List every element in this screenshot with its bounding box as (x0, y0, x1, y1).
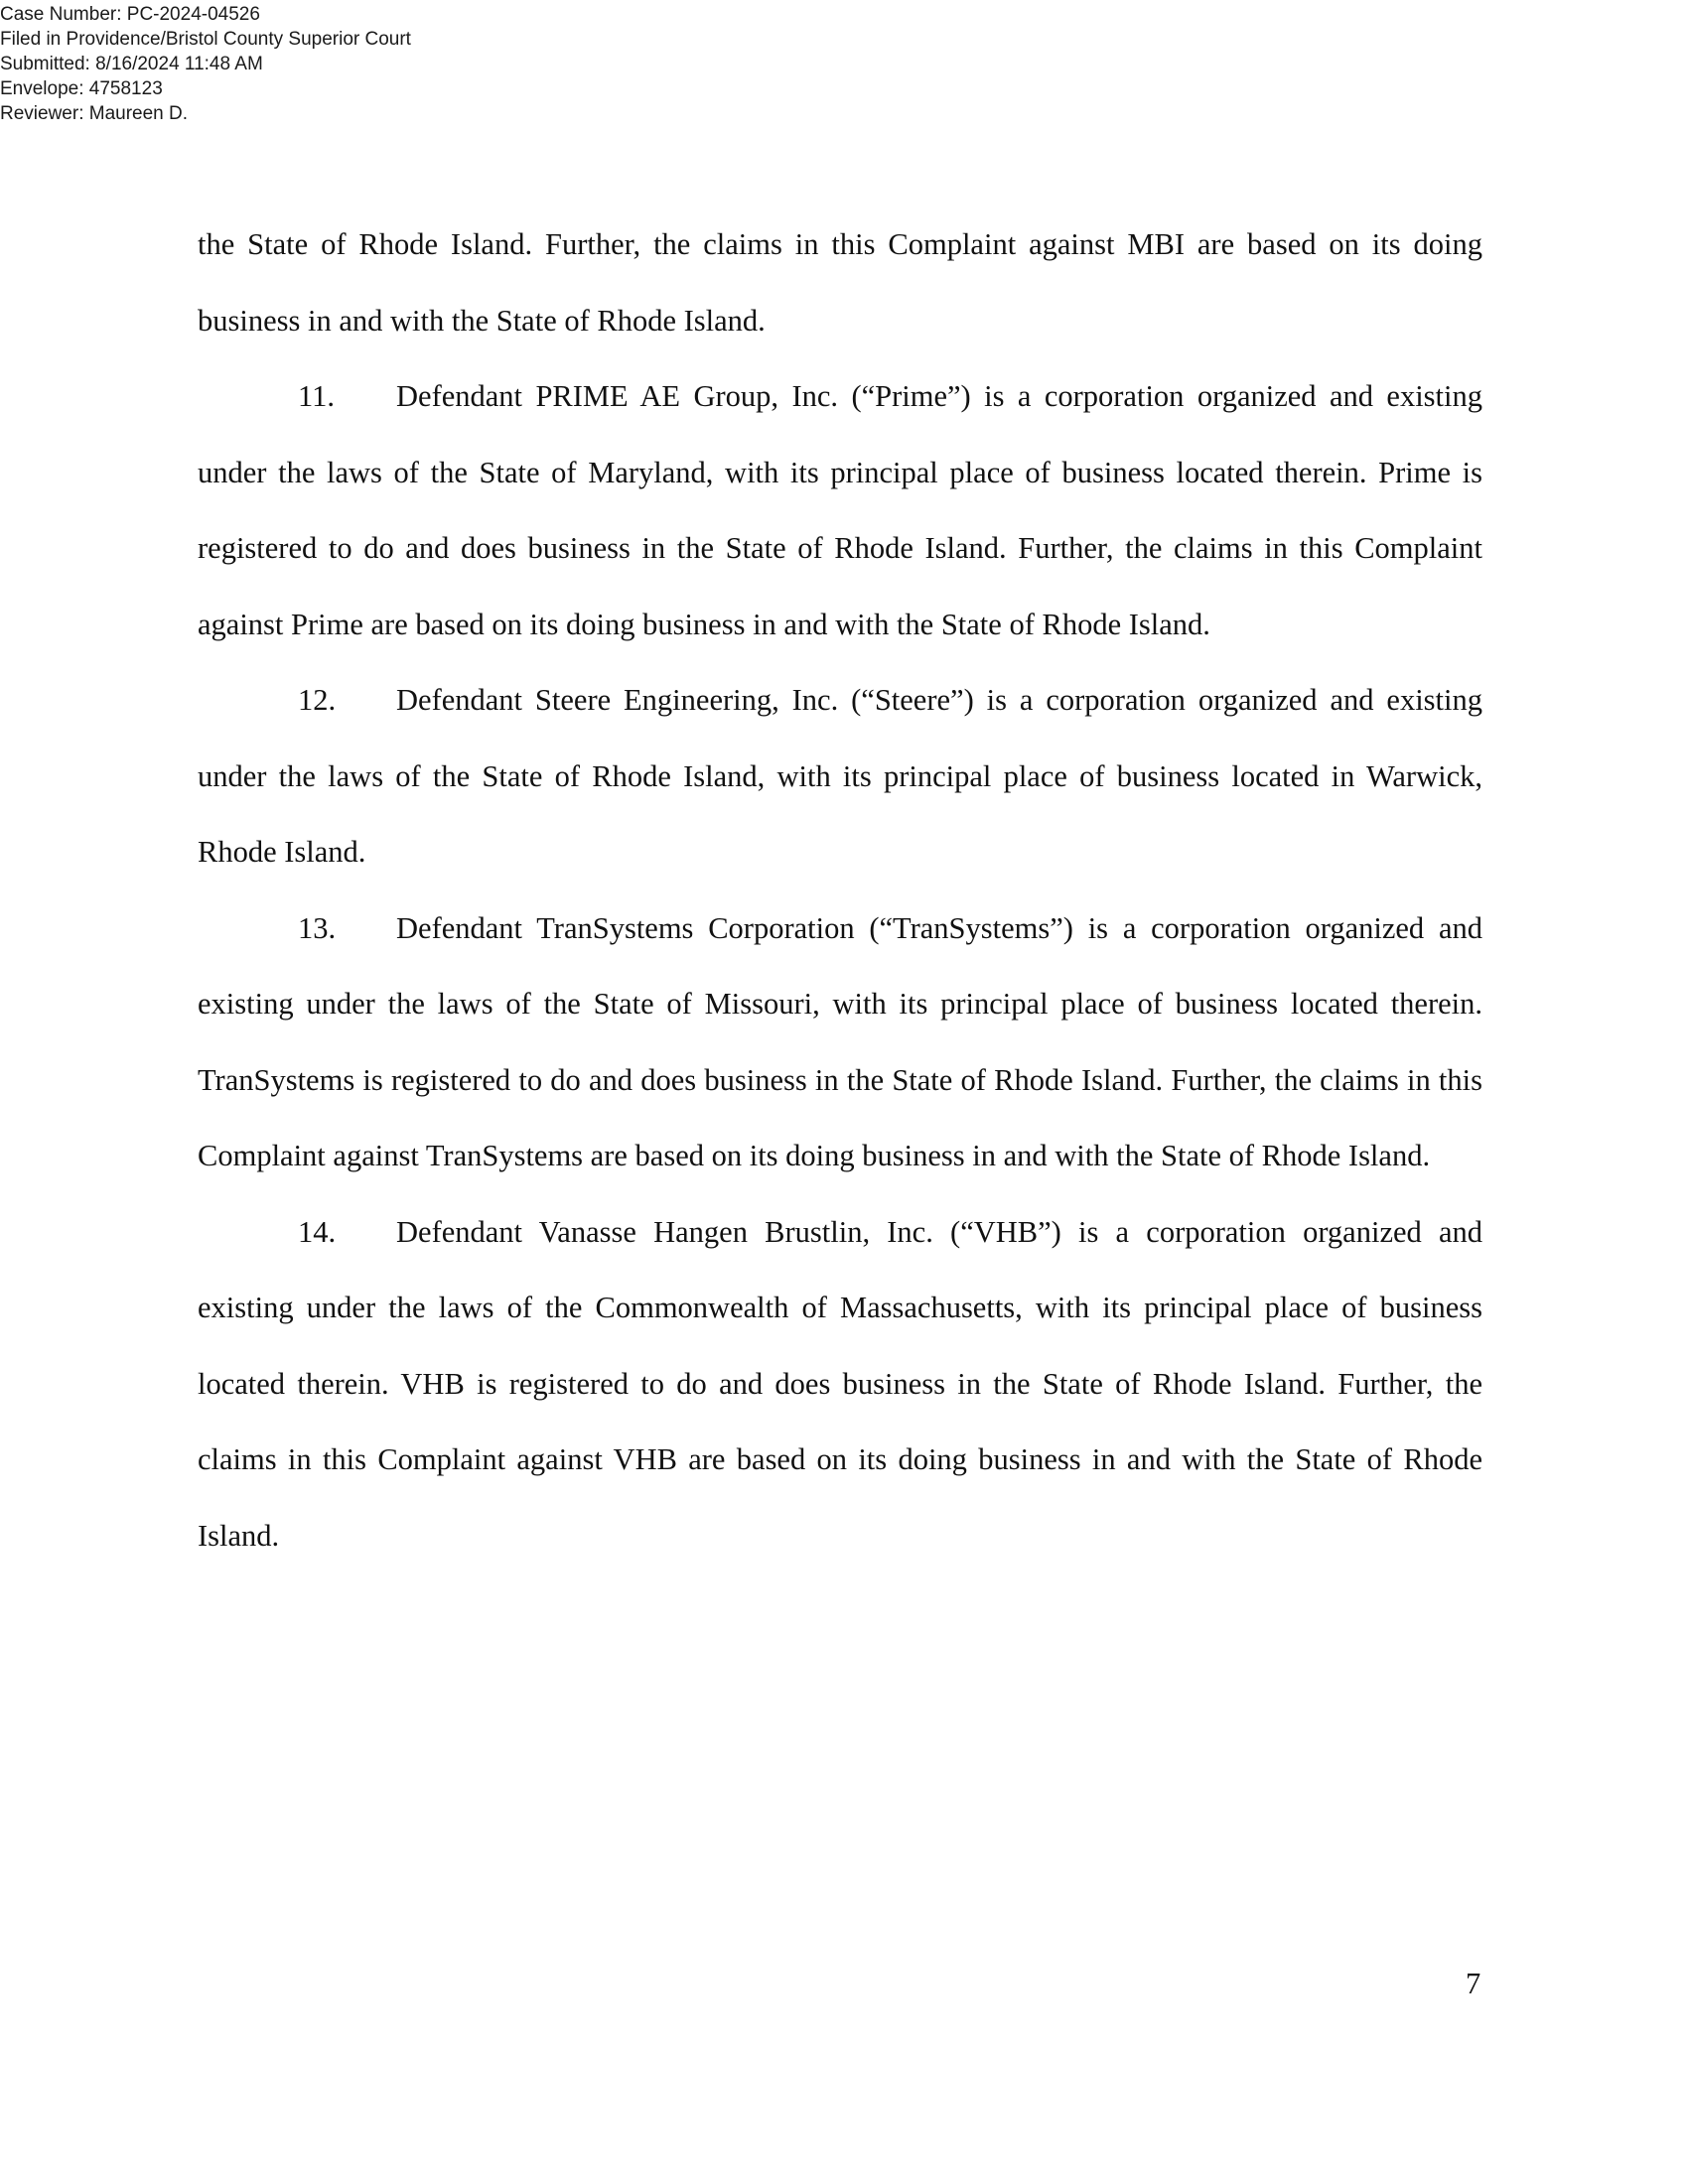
filing-stamp (0, 2, 411, 126)
paragraph-11 (198, 358, 1482, 662)
paragraph-text: Defendant Vanasse Hangen Brustlin, Inc. (“VHB”) is a corporation organized and existing under the laws of the Commonwealth of Massachusetts, with its principal place of business located therein. VHB is registered to do and does business in the State of Rhode Island. Further, the claims in this Complaint against VHB are based on its doing business in and with the State of Rhode Island. (198, 1214, 1482, 1553)
document-body (198, 206, 1482, 1573)
paragraph-text: the State of Rhode Island. Further, the claims in this Complaint against MBI are based on its doing business in and with the State of Rhode Island. (198, 227, 1482, 338)
paragraph-text: Defendant TranSystems Corporation (“TranSystems”) is a corporation organized and existing under the laws of the State of Missouri, with its principal place of business located therein. TranSystems is registered to do and does business in the State of Rhode Island. Further, the claims in this Complaint against TranSystems are based on its doing business in and with the State of Rhode Island. (198, 910, 1482, 1172)
paragraph-number: 14. (298, 1214, 337, 1249)
envelope-number: Envelope: 4758123 (0, 78, 163, 99)
paragraph-14 (198, 1194, 1482, 1574)
paragraph-number: 12. (298, 683, 337, 717)
paragraph-12 (198, 662, 1482, 890)
page-number: 7 (1466, 1967, 1481, 2000)
submitted-date: Submitted: 8/16/2024 11:48 AM (0, 54, 263, 74)
paragraph-continued (198, 206, 1482, 358)
case-number: Case Number: PC-2024-04526 (0, 4, 260, 25)
paragraph-13 (198, 890, 1482, 1194)
paragraph-number: 13. (298, 910, 337, 945)
paragraph-text: Defendant Steere Engineering, Inc. (“Steere”) is a corporation organized and existing under the laws of the State of Rhode Island, with its principal place of business located in Warwick, Rhode Island. (198, 683, 1482, 869)
filed-in-court: Filed in Providence/Bristol County Superior Court (0, 29, 411, 50)
paragraph-text: Defendant PRIME AE Group, Inc. (“Prime”) is a corporation organized and existing under the laws of the State of Maryland, with its principal place of business located therein. Prime is registered to do and does business in the State of Rhode Island. Further, the claims in this Complaint against Prime are based on its doing business in and with the State of Rhode Island. (198, 379, 1482, 641)
reviewer-name: Reviewer: Maureen D. (0, 103, 189, 124)
paragraph-number: 11. (298, 379, 335, 413)
